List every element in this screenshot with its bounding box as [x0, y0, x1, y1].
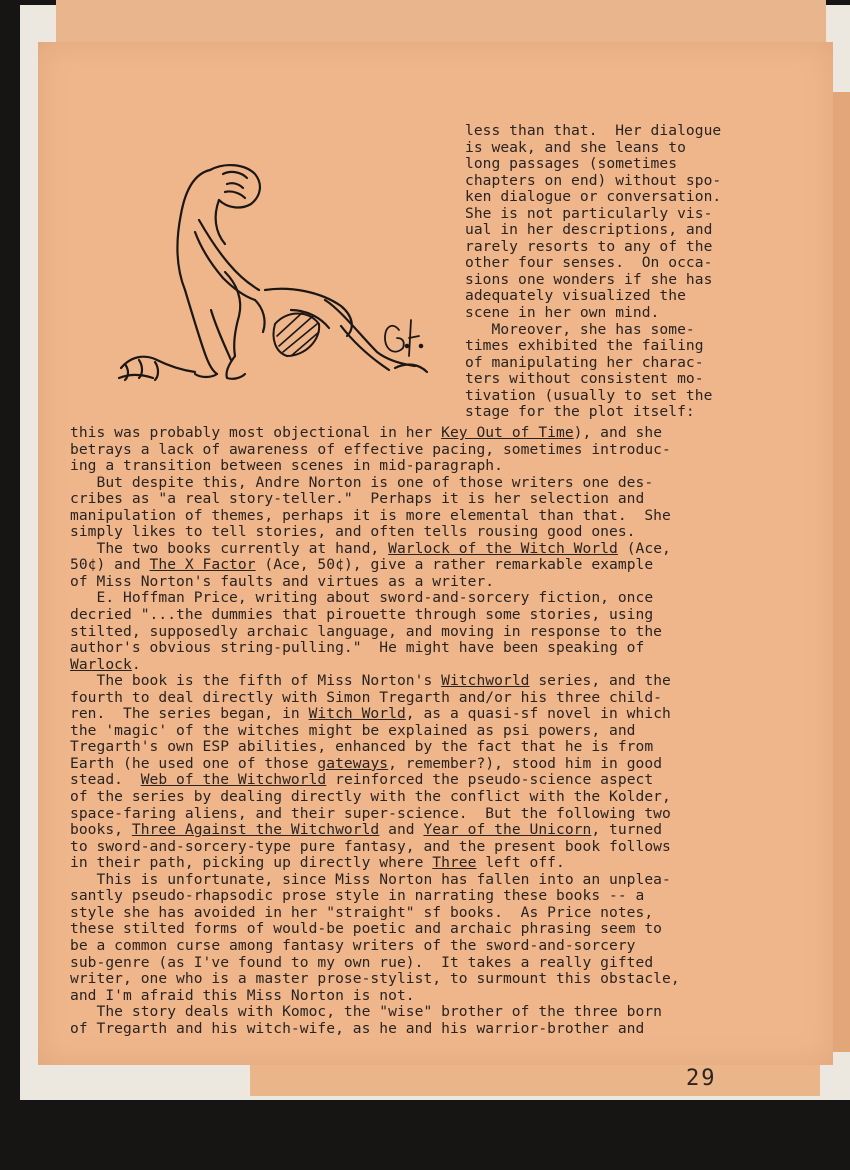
text-span: (Ace,	[617, 539, 671, 557]
text-line	[70, 971, 760, 988]
text-span: simply likes to tell stories, and often tells rousing good ones.	[70, 523, 636, 541]
text-span: stage for the plot itself:	[465, 403, 695, 421]
text-span: of Tregarth and his witch-wife, as he and his warrior-brother and	[70, 1019, 645, 1037]
text-line	[70, 872, 760, 889]
book-title: Witch World	[308, 705, 406, 723]
text-line	[70, 739, 760, 756]
book-title: The X Factor	[149, 556, 256, 574]
book-title: gateways	[317, 754, 389, 772]
book-title: Three	[432, 854, 477, 872]
text-span: ken dialogue or conversation.	[465, 188, 722, 206]
text-span: The two books currently at hand,	[70, 539, 389, 557]
text-line	[465, 338, 810, 355]
text-line	[465, 156, 810, 173]
text-span: and I'm afraid this Miss Norton is not.	[70, 986, 415, 1004]
text-span: rarely resorts to any of the	[465, 237, 713, 255]
text-line	[70, 624, 760, 641]
text-span: The book is the fifth of Miss Norton's	[70, 672, 442, 690]
text-span: of manipulating her charac-	[465, 353, 704, 371]
text-span: the 'magic' of the witches might be explained as psi powers, and	[70, 721, 636, 739]
text-line	[70, 921, 760, 938]
text-line	[70, 723, 760, 740]
text-span: these stilted forms of would-be poetic and archaic phrasing seem to	[70, 920, 663, 938]
text-span: ), and she	[573, 424, 663, 441]
book-title: Warlock of the Witch World	[388, 539, 618, 557]
text-line	[70, 425, 760, 442]
text-span: 50¢) and	[70, 556, 150, 574]
text-span: E. Hoffman Price, writing about sword-and-sorcery fiction, once	[70, 589, 654, 607]
text-line	[70, 657, 760, 674]
text-span: author's obvious string-pulling." He might have been speaking of	[70, 639, 645, 657]
text-span: Moreover, she has some-	[465, 320, 695, 338]
text-span: sub-genre (as I've found to my own rue). It takes a really gifted	[70, 953, 654, 971]
text-span: stead.	[70, 771, 141, 789]
text-line	[70, 822, 760, 839]
text-line	[70, 590, 760, 607]
text-span: manipulation of themes, perhaps it is more elemental than that. She	[70, 506, 671, 524]
text-span: be a common curse among fantasy writers of the sword-and-sorcery	[70, 936, 636, 954]
text-line	[70, 988, 760, 1005]
text-line	[70, 458, 760, 475]
book-title: Year of the Unicorn	[423, 821, 592, 839]
book-title: Web of the Witchworld	[140, 771, 327, 789]
text-span: books,	[70, 821, 132, 839]
text-line	[465, 140, 810, 157]
text-span: santly pseudo-rhapsodic prose style in narrating these books -- a	[70, 887, 645, 905]
text-span: But despite this, Andre Norton is one of those writers one des-	[70, 473, 654, 491]
text-line	[465, 272, 810, 289]
text-line	[70, 524, 760, 541]
text-line	[70, 442, 760, 459]
text-span: ters without consistent mo-	[465, 370, 704, 388]
text-line	[465, 305, 810, 322]
text-span: (Ace, 50¢), give a rather remarkable example	[255, 556, 654, 574]
page-number: 29	[686, 1066, 717, 1091]
text-line	[70, 839, 760, 856]
text-span: in their path, picking up directly where	[70, 854, 433, 872]
text-line	[465, 388, 810, 405]
text-line	[70, 855, 760, 872]
text-line	[70, 508, 760, 525]
text-span: is weak, and she leans to	[465, 138, 686, 156]
text-span: Earth (he used one of those	[70, 754, 318, 772]
text-span: , as a quasi-sf novel in which	[405, 705, 671, 723]
underlying-sheet	[56, 0, 826, 43]
text-line	[70, 607, 760, 624]
text-span: ual in her descriptions, and	[465, 221, 713, 239]
text-span: She is not particularly vis-	[465, 204, 713, 222]
text-span: .	[131, 655, 141, 673]
text-span: reinforced the pseudo-science aspect	[326, 771, 654, 789]
text-line	[465, 123, 810, 140]
text-line	[70, 640, 760, 657]
text-line	[465, 189, 810, 206]
text-line	[465, 206, 810, 223]
text-span: This is unfortunate, since Miss Norton has fallen into an unplea-	[70, 870, 671, 888]
text-line	[70, 491, 760, 508]
text-line	[465, 355, 810, 372]
text-line	[465, 255, 810, 272]
text-line	[70, 756, 760, 773]
text-line	[465, 173, 810, 190]
book-title: Three Against the Witchworld	[131, 821, 380, 839]
book-title: Warlock	[70, 655, 132, 673]
text-line	[465, 322, 810, 339]
text-line	[70, 806, 760, 823]
text-span: , turned	[591, 821, 663, 839]
text-line	[70, 690, 760, 707]
text-span: tivation (usually to set the	[465, 386, 713, 404]
text-span: chapters on end) without spo-	[465, 171, 722, 189]
text-span: style she has avoided in her "straight" sf books. As Price notes,	[70, 903, 654, 921]
text-span: less than that. Her dialogue	[465, 122, 722, 139]
intro-column	[465, 123, 810, 421]
text-line	[465, 239, 810, 256]
text-span: times exhibited the failing	[465, 337, 704, 355]
text-span: fourth to deal directly with Simon Tregarth and/or his three child-	[70, 688, 663, 706]
text-span: adequately visualized the	[465, 287, 686, 305]
text-line	[70, 574, 760, 591]
text-span: of Miss Norton's faults and virtues as a writer.	[70, 572, 495, 590]
book-title: Witchworld	[441, 672, 530, 690]
text-span: long passages (sometimes	[465, 155, 678, 173]
text-span: Tregarth's own ESP abilities, enhanced by the fact that he is from	[70, 738, 654, 756]
text-span: sions one wonders if she has	[465, 270, 713, 288]
text-span: and	[379, 821, 424, 839]
text-span: space-faring aliens, and their super-science. But the following two	[70, 804, 671, 822]
text-line	[70, 1021, 760, 1038]
text-line	[70, 772, 760, 789]
illustration-signature: G.F.	[405, 310, 408, 311]
text-line	[70, 1004, 760, 1021]
text-line	[70, 557, 760, 574]
body-text	[70, 425, 760, 1037]
text-span: , remember?), stood him in good	[388, 754, 663, 772]
text-span: this was probably most objectional in her	[70, 424, 442, 441]
creature-illustration	[115, 160, 445, 390]
text-line	[70, 888, 760, 905]
text-line	[70, 955, 760, 972]
book-title: Key Out of Time	[441, 424, 574, 441]
text-span: left off.	[476, 854, 565, 872]
text-line	[70, 789, 760, 806]
text-span: ren. The series began, in	[70, 705, 309, 723]
text-span: betrays a lack of awareness of effective pacing, sometimes introduc-	[70, 440, 671, 458]
text-span: to sword-and-sorcery-type pure fantasy, and the present book follows	[70, 837, 671, 855]
text-line	[465, 222, 810, 239]
text-line	[465, 404, 810, 421]
text-line	[70, 938, 760, 955]
text-line	[465, 371, 810, 388]
text-span: stilted, supposedly archaic language, and moving in response to the	[70, 622, 663, 640]
text-span: writer, one who is a master prose-stylist, to surmount this obstacle,	[70, 970, 680, 988]
text-span: The story deals with Komoc, the "wise" brother of the three born	[70, 1003, 663, 1021]
text-line	[70, 706, 760, 723]
text-line	[70, 475, 760, 492]
text-span: other four senses. On occa-	[465, 254, 713, 272]
text-line	[70, 905, 760, 922]
text-span: of the series by dealing directly with the conflict with the Kolder,	[70, 788, 671, 806]
text-line	[465, 288, 810, 305]
text-span: decried "...the dummies that pirouette through some stories, using	[70, 606, 654, 624]
text-span: scene in her own mind.	[465, 304, 660, 322]
text-line	[70, 541, 760, 558]
text-span: series, and the	[529, 672, 671, 690]
text-span: cribes as "a real story-teller." Perhaps it is her selection and	[70, 490, 645, 508]
text-span: ing a transition between scenes in mid-paragraph.	[70, 457, 503, 475]
text-line	[70, 673, 760, 690]
